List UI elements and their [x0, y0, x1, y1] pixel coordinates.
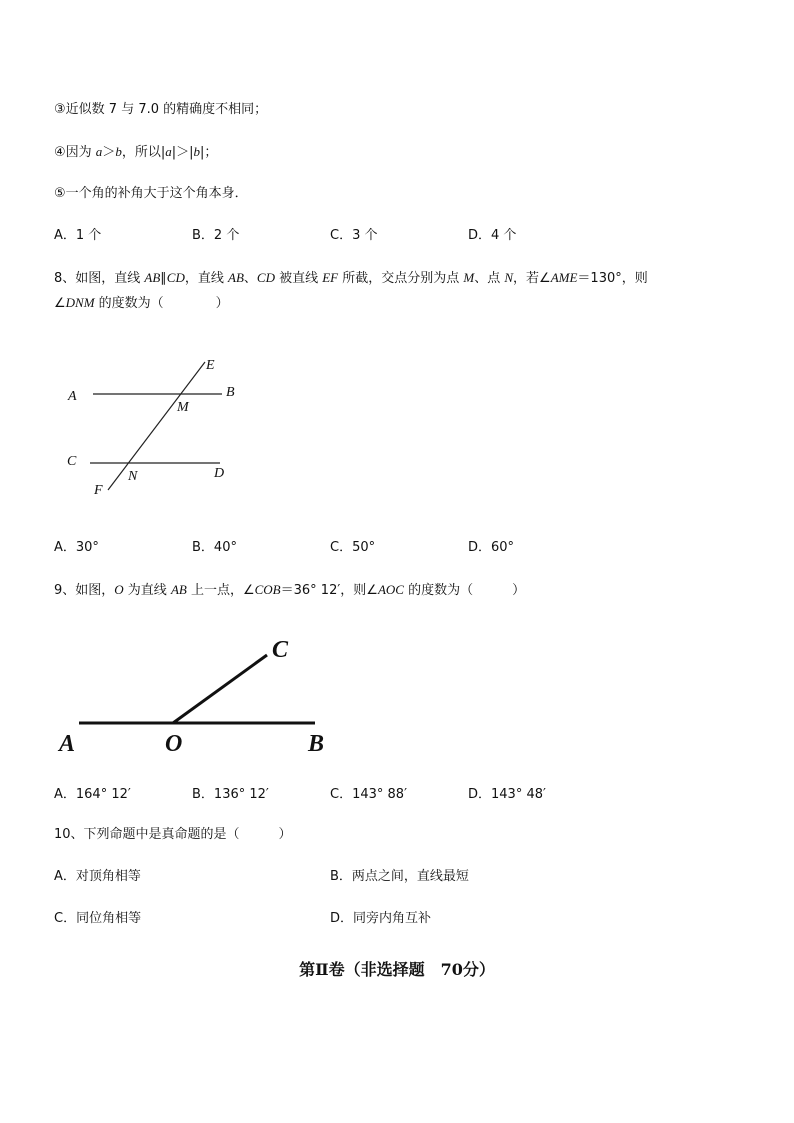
- q10-option-a[interactable]: A．对顶角相等: [54, 869, 141, 884]
- q7-item-4-prefix: ④因为: [54, 145, 96, 160]
- q8-text: 、点: [474, 271, 505, 286]
- q9-var: COB: [254, 582, 281, 597]
- q9-option-d[interactable]: D．143° 48′: [468, 787, 546, 802]
- label-a: A: [68, 389, 77, 404]
- q9-var: AB: [170, 582, 187, 597]
- q9-var: O: [114, 582, 124, 597]
- q8-var: CD: [256, 270, 275, 285]
- q9-stem: [54, 581, 525, 600]
- q8-text: ，若∠: [513, 271, 551, 286]
- q9-text: 上一点，∠: [186, 583, 255, 598]
- label-c: C: [67, 454, 77, 469]
- q10-stem: 10、下列命题中是真命题的是（ ）: [54, 827, 292, 842]
- q8-var: DNM: [65, 295, 95, 310]
- q8-var: AB: [228, 270, 244, 285]
- q8-option-b[interactable]: B．40°: [192, 540, 237, 555]
- label-m: M: [177, 400, 189, 415]
- var-a: a: [95, 144, 103, 159]
- q7-item-5: ⑤一个角的补角大于这个角本身．: [54, 186, 248, 201]
- q8-stem-line-1: [54, 269, 648, 288]
- label-a: A: [59, 731, 76, 757]
- q8-var: N: [504, 270, 514, 285]
- var-b: b: [115, 144, 122, 159]
- label-c: C: [272, 637, 289, 663]
- q8-figure: [60, 350, 240, 500]
- q8-text: 8、如图，直线: [54, 271, 145, 286]
- q9-var: AOC: [377, 582, 404, 597]
- q9-text: 的度数为（ ）: [403, 583, 526, 598]
- label-b: B: [226, 385, 235, 400]
- q10-option-c[interactable]: C．同位角相等: [54, 911, 142, 926]
- q8-stem-line-2: [54, 294, 229, 313]
- q8-option-d[interactable]: D．60°: [468, 540, 515, 555]
- label-f: F: [94, 483, 103, 498]
- q9-option-b[interactable]: B．136° 12′: [192, 787, 269, 802]
- parallel-sign: ∥: [160, 271, 167, 286]
- q8-text: ，直线: [184, 271, 228, 286]
- q10-option-d[interactable]: D．同旁内角互补: [330, 911, 432, 926]
- q9-text: 9、如图，: [54, 583, 115, 598]
- q7-item-4-end: |；: [199, 145, 218, 160]
- q10-option-b[interactable]: B．两点之间，直线最短: [330, 869, 469, 884]
- q7-item-4: [54, 143, 217, 162]
- q8-var: EF: [322, 270, 339, 285]
- q7-option-b[interactable]: B．2 个: [192, 228, 240, 243]
- label-o: O: [165, 731, 183, 757]
- angle-sign: ∠: [54, 296, 66, 311]
- label-b: B: [308, 731, 325, 757]
- line-ef: [108, 362, 205, 490]
- label-d: D: [214, 466, 225, 481]
- q9-figure: [55, 625, 345, 765]
- q8-option-a[interactable]: A．30°: [54, 540, 99, 555]
- label-n: N: [128, 469, 138, 484]
- label-e: E: [206, 358, 215, 373]
- gt-sign: ＞: [102, 145, 116, 160]
- q8-var: AME: [550, 270, 578, 285]
- q8-text: 、: [243, 271, 257, 286]
- ray-oc: [173, 655, 267, 723]
- q7-option-a[interactable]: A．1 个: [54, 228, 102, 243]
- q8-option-c[interactable]: C．50°: [330, 540, 376, 555]
- q8-text: ＝130°，则: [577, 271, 648, 286]
- q8-text: 的度数为（ ）: [94, 296, 229, 311]
- q8-text: 所截，交点分别为点: [338, 271, 464, 286]
- var-b: b: [193, 144, 200, 159]
- q7-item-4-mid: ，所以|: [121, 145, 166, 160]
- q9-text: ＝36° 12′，则∠: [280, 583, 378, 598]
- q9-text: 为直线: [123, 583, 171, 598]
- q7-item-4-mid2: |＞|: [171, 145, 194, 160]
- q9-option-c[interactable]: C．143° 88′: [330, 787, 408, 802]
- q8-var: CD: [166, 270, 185, 285]
- var-a: a: [165, 144, 172, 159]
- q8-var: M: [463, 270, 475, 285]
- q7-item-3: ③近似数 7 与 7.0 的精确度不相同；: [54, 102, 268, 117]
- q7-option-c[interactable]: C．3 个: [330, 228, 378, 243]
- section-title: 第Ⅱ卷（非选择题 70分）: [299, 960, 495, 979]
- q7-option-d[interactable]: D．4 个: [468, 228, 517, 243]
- q8-text: 被直线: [274, 271, 323, 286]
- q9-option-a[interactable]: A．164° 12′: [54, 787, 131, 802]
- q8-var: AB: [144, 270, 161, 285]
